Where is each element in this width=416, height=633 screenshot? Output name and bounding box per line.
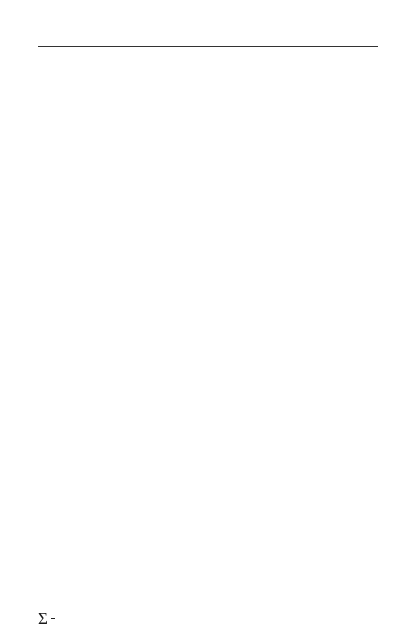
sum-symbol: Σ — [38, 609, 48, 628]
partial-fraction — [51, 618, 55, 619]
running-header — [38, 26, 378, 44]
header-rule — [38, 46, 378, 47]
equation-2-9-line-1 — [38, 610, 378, 627]
